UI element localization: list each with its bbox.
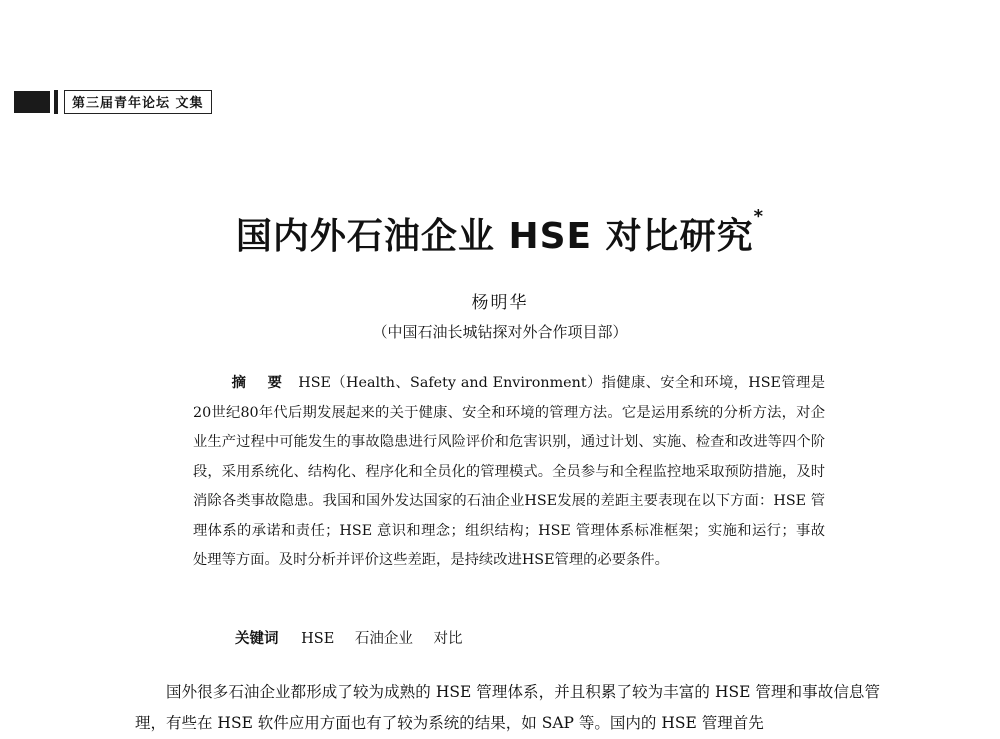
paper-title <box>0 208 1000 259</box>
series-label: 第三届青年论坛 文集 <box>64 90 212 114</box>
abstract-text: HSE（Health、Safety and Environment）指健康、安全和环境，HSE管理是20世纪80年代后期发展起来的关于健康、安全和环境的管理方法。它是运用系统的分析方法，对企业生产过程中可能发生的事故隐患进行风险评价和危害识别，通过计划、实施、检查和改进等四个阶段，采用系统化、结构化、程序化和全员化的管理模式。全员参与和全程监控地采取预防措施，及时消除各类事故隐患。我国和国外发达国家的石油企业HSE发展的差距主要表现在以下方面：HSE 管理体系的承诺和责任；HSE 意识和理念；组织结构；HSE 管理体系标准框架；实施和运行；事故处理等方面。及时分析并评价这些差距，是持续改进HSE管理的必要条件。 <box>193 375 825 568</box>
running-header <box>14 90 212 114</box>
keyword: 对比 <box>433 631 463 647</box>
keyword: 石油企业 <box>354 631 413 647</box>
body-paragraph: 国外很多石油企业都形成了较为成熟的 HSE 管理体系，并且积累了较为丰富的 HSE 管理和事故信息管理，有些在 HSE 软件应用方面也有了较为系统的结果，如 SAP 等。国内的 HSE 管理首先 <box>135 683 880 732</box>
abstract <box>193 369 825 576</box>
abstract-label: 摘 要 <box>231 375 291 391</box>
keywords <box>235 627 471 648</box>
keyword: HSE <box>301 631 335 647</box>
header-bar-mark <box>54 90 58 114</box>
keywords-label: 关键词 <box>235 631 279 647</box>
title-footnote-mark: * <box>753 206 765 227</box>
paper-title-text: 国内外石油企业 HSE 对比研究 <box>235 216 754 257</box>
author-name: 杨明华 <box>471 293 529 313</box>
author-affiliation: （中国石油长城钻探对外合作项目部） <box>372 323 628 341</box>
header-block-mark <box>14 91 50 113</box>
